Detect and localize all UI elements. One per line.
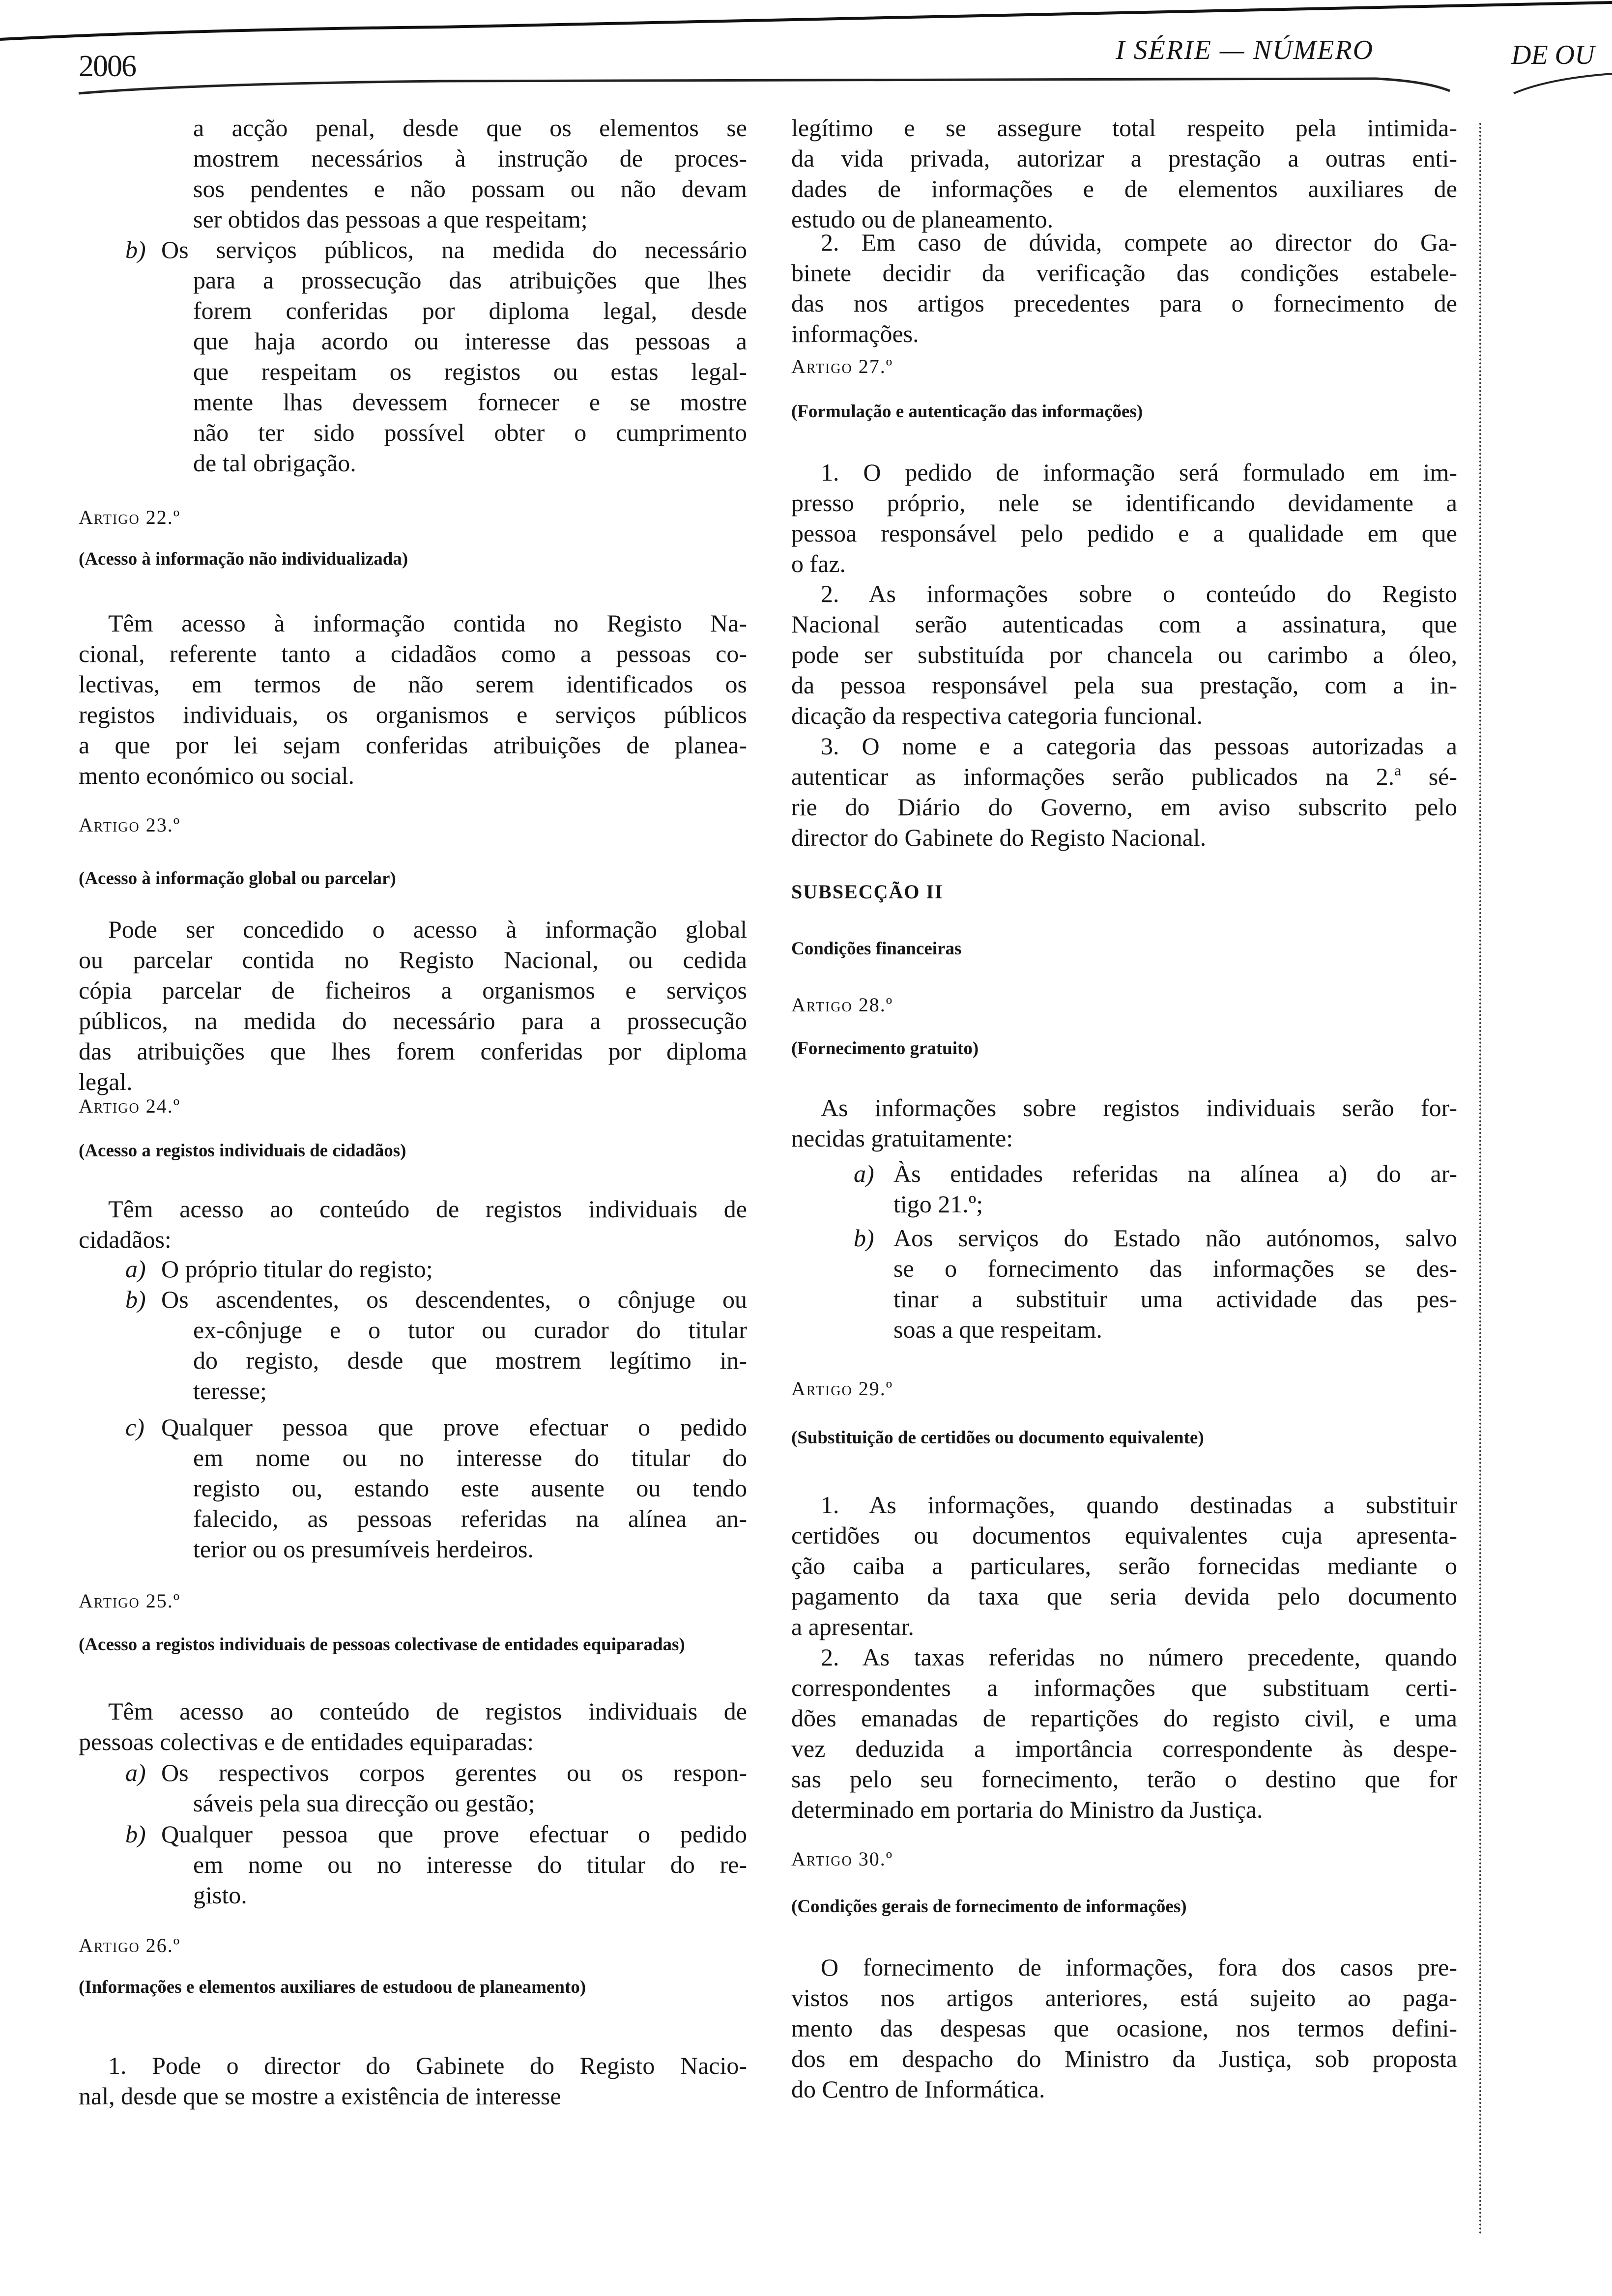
list-item (79, 1254, 747, 1284)
text-line: (Acesso à informação global ou parcelar) (79, 868, 396, 889)
series-header: I SÉRIE — NÚMERO (1116, 35, 1374, 65)
list-item-label: b) (125, 236, 146, 263)
article-heading (791, 1377, 1457, 1401)
article-subtitle (79, 1141, 747, 1161)
article-subtitle (791, 939, 1457, 959)
text-line: Às entidades referidas na alínea a) do ar- (893, 1160, 1457, 1187)
text-line: sos pendentes e não possam ou não devam (193, 175, 747, 202)
text-line: ou de planeamento) (433, 1977, 586, 1997)
article-subtitle (791, 1428, 1457, 1448)
text-line: informações. (791, 320, 919, 347)
text-line: pagamento da taxa que seria devida pelo documento (791, 1582, 1457, 1610)
text-line: que respeitam os registos ou estas legal- (193, 358, 747, 385)
text-line: dades de informações e de elementos auxiliares de (791, 175, 1457, 202)
text-line: a apresentar. (791, 1613, 914, 1640)
text-line: pessoa responsável pelo pedido e a qualidade em que (791, 519, 1457, 547)
text-line: das nos artigos precedentes para o fornecimento de (791, 289, 1457, 317)
text-line: (Informações e elementos auxiliares de estudo (79, 1977, 433, 1997)
list-item-label: b) (125, 1820, 146, 1848)
article-heading (79, 505, 747, 530)
text-line: do registo, desde que mostrem legítimo in- (193, 1347, 747, 1374)
text-line: Artigo 26.º (79, 1934, 181, 1956)
text-line: da vida privada, autorizar a prestação a outras enti- (791, 144, 1457, 172)
text-line: rie do Diário do Governo, em aviso subscrito pelo (791, 793, 1457, 821)
text-line: tigo 21.º; (893, 1190, 983, 1218)
paragraph (791, 578, 1457, 731)
text-line: Artigo 24.º (79, 1095, 181, 1117)
page-fold-line (1479, 123, 1481, 2236)
text-line: Pode ser concedido o acesso à informação global (108, 916, 747, 943)
text-line: dões emanadas de repartições do registo civil, e uma (791, 1704, 1457, 1732)
text-line: Artigo 25.º (79, 1590, 181, 1612)
paragraph (791, 1092, 1457, 1153)
text-line: terior ou os presumíveis herdeiros. (193, 1535, 534, 1563)
text-line: que haja acordo ou interesse das pessoas a (193, 327, 747, 355)
text-line: ex-cônjuge e o tutor ou curador do titular (193, 1316, 747, 1344)
text-line: não ter sido possível obter o cumprimento (193, 419, 747, 446)
text-line: necidas gratuitamente: (791, 1124, 1013, 1152)
text-line: dicação da respectiva categoria funcional. (791, 702, 1203, 729)
paragraph-continuation (791, 113, 1457, 234)
text-line: mento das despesas que ocasione, nos termos defini- (791, 2014, 1457, 2042)
text-line: nal, desde que se mostre a existência de interesse (79, 2082, 561, 2110)
text-line: 1. Pode o director do Gabinete do Registo Nacio- (108, 2052, 747, 2079)
text-line: mostrem necessários à instrução de proces- (193, 144, 747, 172)
article-heading (79, 813, 747, 837)
list-item-label: a) (125, 1255, 146, 1283)
text-line: (Acesso a registos individuais de pessoas colectivas (79, 1635, 469, 1655)
text-line: estudo ou de planeamento. (791, 205, 1054, 233)
text-line: Qualquer pessoa que prove efectuar o pedido (161, 1413, 747, 1441)
text-line: Artigo 27.º (791, 355, 893, 377)
text-line: (Acesso a registos individuais de cidadãos) (79, 1141, 406, 1161)
list-item (79, 1284, 747, 1406)
text-line: do Centro de Informática. (791, 2075, 1045, 2103)
text-line: cidadãos: (79, 1226, 172, 1253)
text-line: Artigo 28.º (791, 994, 893, 1016)
section-heading (791, 882, 1457, 902)
list-item-label: a) (125, 1759, 146, 1786)
text-line: O fornecimento de informações, fora dos casos pre- (821, 1953, 1457, 1981)
text-line: presso próprio, nele se identificando devidamente a (791, 489, 1457, 517)
text-line: cional, referente tanto a cidadãos como a pessoas co- (79, 640, 747, 667)
article-heading (791, 1847, 1457, 1871)
text-line: vistos nos artigos anteriores, está sujeito ao paga- (791, 1984, 1457, 2011)
paragraph (79, 1696, 747, 1757)
list-item-label: b) (854, 1224, 874, 1252)
text-line: da pessoa responsável pela sua prestação, com a in- (791, 671, 1457, 699)
text-line: gisto. (193, 1881, 247, 1909)
article-subtitle (79, 549, 747, 570)
text-line: O próprio titular do registo; (161, 1255, 433, 1283)
paragraph (791, 1642, 1457, 1825)
text-line: ção caiba a particulares, serão fornecidas mediante o (791, 1552, 1457, 1579)
text-line: para a prossecução das atribuições que lhes (193, 266, 747, 294)
text-line: em nome ou no interesse do titular do re- (193, 1851, 747, 1878)
text-line: binete decidir da verificação das condições estabele- (791, 259, 1457, 287)
text-line: ou parcelar contida no Registo Nacional, ou cedida (79, 946, 747, 974)
paragraph (79, 2050, 747, 2111)
article-heading (791, 993, 1457, 1017)
paragraph (791, 227, 1457, 349)
list-item-label: c) (125, 1413, 144, 1441)
text-line: teresse; (193, 1377, 267, 1405)
article-subtitle (79, 1635, 747, 1655)
text-line: registos individuais, os organismos e serviços públicos (79, 701, 747, 728)
article-heading (79, 1094, 747, 1119)
text-line: Têm acesso ao conteúdo de registos individuais de (108, 1697, 747, 1725)
paragraph (791, 1952, 1457, 2104)
paragraph-continuation (79, 113, 747, 234)
list-item (79, 1819, 747, 1910)
list-item (79, 1757, 747, 1818)
text-line: Os respectivos corpos gerentes ou os respon- (161, 1759, 747, 1786)
text-line: Artigo 22.º (79, 506, 181, 528)
paragraph (79, 1194, 747, 1255)
text-line: Artigo 30.º (791, 1848, 893, 1870)
text-line: (Acesso à informação não individualizada) (79, 549, 408, 569)
text-line: Os serviços públicos, na medida do necessário (161, 236, 747, 263)
text-line: soas a que respeitam. (893, 1316, 1102, 1343)
article-heading (79, 1589, 747, 1613)
text-line: (Substituição de certidões ou documento equivalente) (791, 1428, 1204, 1448)
text-line: director do Gabinete do Registo Nacional. (791, 824, 1207, 851)
text-line: em nome ou no interesse do titular do (193, 1444, 747, 1471)
text-line: públicos, na medida do necessário para a prossecução (79, 1007, 747, 1034)
paragraph (791, 1490, 1457, 1642)
text-line: correspondentes a informações que substituam certi- (791, 1674, 1457, 1701)
paragraph (79, 914, 747, 1097)
text-line: sas pelo seu fornecimento, terão o destino que for (791, 1765, 1457, 1793)
article-subtitle (79, 1977, 747, 1998)
text-line: Os ascendentes, os descendentes, o cônjuge ou (161, 1286, 747, 1313)
text-line: Têm acesso ao conteúdo de registos individuais de (108, 1195, 747, 1223)
text-line: Artigo 29.º (791, 1378, 893, 1400)
list-item-label: b) (125, 1286, 146, 1313)
adjacent-page-header: DE OU (1511, 40, 1595, 70)
list-item (791, 1158, 1457, 1219)
text-line: 2. As informações sobre o conteúdo do Registo (821, 580, 1457, 607)
text-line: SUBSECÇÃO II (791, 881, 944, 903)
text-line: a acção penal, desde que os elementos se (193, 114, 747, 142)
text-line: 1. O pedido de informação será formulado em im- (821, 459, 1457, 486)
text-line: legítimo e se assegure total respeito pela intimida- (791, 114, 1457, 142)
article-subtitle (791, 402, 1457, 422)
text-line: vez deduzida a importância correspondente às despe- (791, 1735, 1457, 1762)
text-line: mente lhas devessem fornecer e se mostre (193, 388, 747, 416)
text-line: Artigo 23.º (79, 814, 181, 836)
text-line: de tal obrigação. (193, 449, 356, 477)
article-subtitle (791, 1896, 1457, 1917)
text-line: Condições financeiras (791, 939, 962, 959)
text-line: registo ou, estando este ausente ou tendo (193, 1474, 747, 1502)
text-line: Têm acesso à informação contida no Registo Na- (108, 609, 747, 637)
text-line: determinado em portaria do Ministro da Justiça. (791, 1796, 1263, 1823)
text-line: pessoas colectivas e de entidades equiparadas: (79, 1728, 534, 1755)
list-item (791, 1223, 1457, 1345)
text-line: (Fornecimento gratuito) (791, 1038, 979, 1059)
text-line: pode ser substituída por chancela ou carimbo a óleo, (791, 641, 1457, 668)
text-line: autenticar as informações serão publicados na 2.ª sé- (791, 763, 1457, 790)
list-item (79, 1412, 747, 1564)
list-item (79, 234, 747, 478)
list-item-label: a) (854, 1160, 874, 1187)
text-line: tinar a substituir uma actividade das pes- (893, 1285, 1457, 1313)
text-line: (Formulação e autenticação das informações) (791, 402, 1143, 422)
text-line: a que por lei sejam conferidas atribuições de planea- (79, 731, 747, 759)
article-heading (791, 354, 1457, 379)
text-line: 2. Em caso de dúvida, compete ao director do Ga- (821, 229, 1457, 256)
article-subtitle (79, 868, 747, 889)
text-line: cópia parcelar de ficheiros a organismos e serviços (79, 976, 747, 1004)
text-line: 3. O nome e a categoria das pessoas autorizadas a (821, 732, 1457, 760)
paragraph (791, 457, 1457, 579)
text-line: ser obtidos das pessoas a que respeitam; (193, 205, 588, 233)
text-line: As informações sobre registos individuais serão for- (821, 1094, 1457, 1121)
text-line: (Condições gerais de fornecimento de informações) (791, 1896, 1187, 1917)
text-line: se o fornecimento das informações se des- (893, 1255, 1457, 1282)
text-line: dos em despacho do Ministro da Justiça, sob proposta (791, 2045, 1457, 2072)
text-line: forem conferidas por diploma legal, desde (193, 297, 747, 324)
text-line: lectivas, em termos de não serem identificados os (79, 670, 747, 698)
text-line: 1. As informações, quando destinadas a substituir (821, 1491, 1457, 1519)
text-line: legal. (79, 1068, 133, 1095)
text-line: das atribuições que lhes forem conferidas por diploma (79, 1037, 747, 1065)
text-line: Aos serviços do Estado não autónomos, salvo (893, 1224, 1457, 1252)
text-line: Nacional serão autenticadas com a assinatura, que (791, 610, 1457, 638)
text-line: o faz. (791, 550, 846, 577)
text-line: falecido, as pessoas referidas na alínea an- (193, 1505, 747, 1532)
text-line: e de entidades equiparadas) (469, 1635, 685, 1655)
paragraph (79, 608, 747, 791)
text-line: 2. As taxas referidas no número precedente, quando (821, 1643, 1457, 1671)
page-number: 2006 (79, 50, 136, 83)
text-line: Qualquer pessoa que prove efectuar o pedido (161, 1820, 747, 1848)
text-line: sáveis pela sua direcção ou gestão; (193, 1789, 535, 1817)
article-heading (79, 1933, 747, 1958)
text-line: certidões ou documentos equivalentes cuja apresenta- (791, 1521, 1457, 1549)
text-line: mento económico ou social. (79, 762, 354, 789)
paragraph (791, 731, 1457, 853)
article-subtitle (791, 1038, 1457, 1059)
